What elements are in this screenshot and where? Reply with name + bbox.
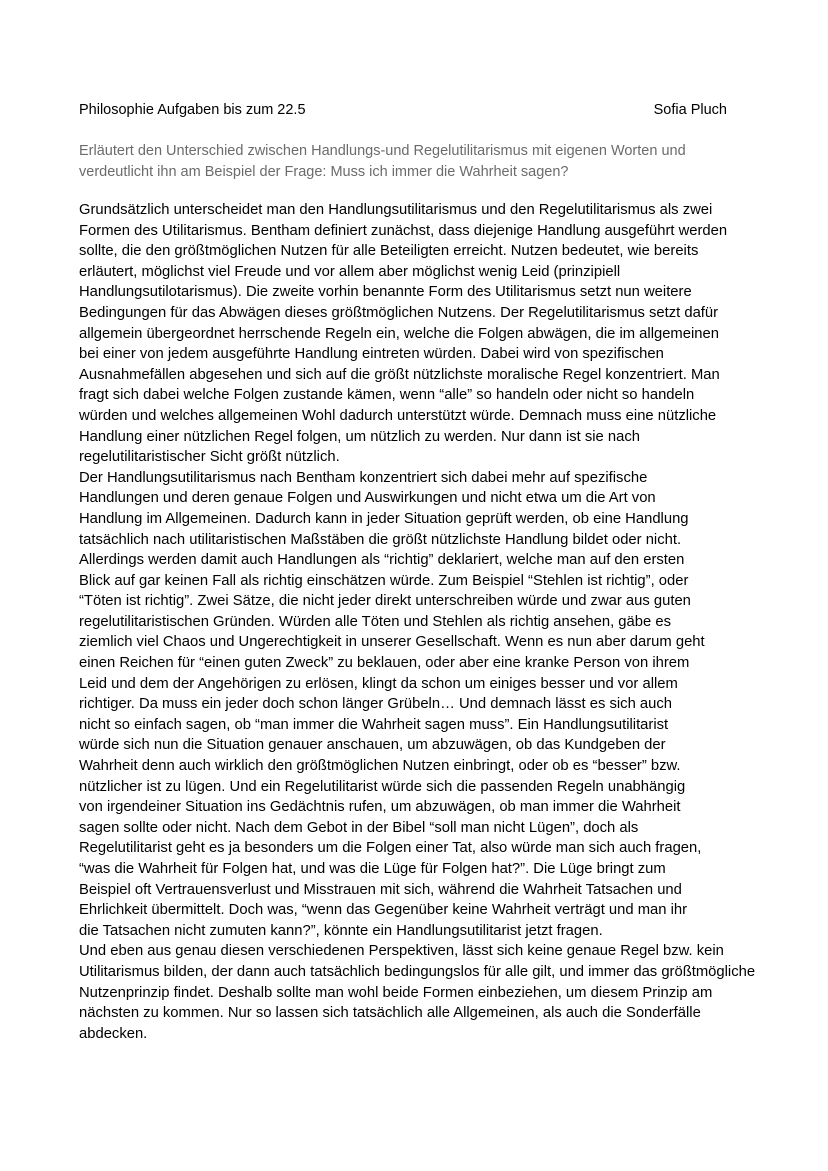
author-name: Sofia Pluch	[653, 102, 727, 118]
essay-paragraph	[79, 468, 779, 942]
essay-paragraph	[79, 941, 779, 1044]
essay-line: Handlung im Allgemeinen. Dadurch kann in jeder Situation geprüft werden, ob eine Handlung	[79, 510, 689, 527]
essay-line: allgemein übergeordnet herrschende Regeln ein, welche die Folgen abwägen, die im allgemeinen	[79, 325, 719, 342]
essay-line: von irgendeiner Situation ins Gedächtnis rufen, um abzuwägen, ob man immer die Wahrheit	[79, 799, 681, 816]
essay-line: Nutzenprinzip findet. Deshalb sollte man wohl beide Formen einbeziehen, um diesem Prinzip am	[79, 984, 713, 1001]
essay-line: würden und welches allgemeinen Wohl dadurch unterstützt würde. Demnach muss eine nützliche	[79, 407, 717, 424]
essay-line: “Töten ist richtig”. Zwei Sätze, die nicht jeder direkt unterschreiben würde und zwar aus guten	[79, 593, 691, 610]
essay-body	[79, 200, 779, 1044]
essay-line: regelutilitaristischen Gründen. Würden alle Töten und Stehlen als richtig ansehen, gäbe es	[79, 613, 671, 630]
essay-line: Grundsätzlich unterscheidet man den Handlungsutilitarismus und den Regelutilitarismus als zwei	[79, 202, 713, 218]
essay-line: bei einer von jedem ausgeführte Handlung eintreten würden. Dabei wird von spezifischen	[79, 346, 664, 363]
essay-line: Wahrheit denn auch wirklich den größtmöglichen Nutzen einbringt, oder ob es “besser” bzw.	[79, 758, 681, 775]
essay-paragraph	[79, 200, 779, 468]
essay-line: tatsächlich nach utilitaristischen Maßstäben die größt nützlichste Handlung bildet oder nicht.	[79, 531, 682, 548]
essay-line: Bedingungen für das Abwägen dieses größtmöglichen Nutzens. Der Regelutilitarismus setzt dafür	[79, 304, 719, 321]
essay-line: Der Handlungsutilitarismus nach Bentham konzentriert sich dabei mehr auf spezifische	[79, 469, 648, 486]
essay-line: sagen sollte oder nicht. Nach dem Gebot in der Bibel “soll man nicht Lügen”, doch als	[79, 819, 639, 836]
task-line: Erläutert den Unterschied zwischen Handlungs-und Regelutilitarismus mit eigenen Worten und	[79, 143, 686, 159]
essay-line: Ausnahmefällen abgesehen und sich auf die größt nützlichste moralische Regel konzentriert. Man	[79, 366, 720, 383]
task-line: verdeutlicht ihn am Beispiel der Frage: Muss ich immer die Wahrheit sagen?	[79, 163, 569, 180]
essay-line: einen Reichen für “einen guten Zweck” zu beklauen, oder aber eine kranke Person von ihrem	[79, 655, 690, 672]
essay-line: Formen des Utilitarismus. Bentham definiert zunächst, dass diejenige Handlung ausgeführt werden	[79, 222, 728, 239]
essay-line: Ehrlichkeit übermittelt. Doch was, “wenn das Gegenüber keine Wahrheit verträgt und man ihr	[79, 902, 688, 919]
essay-line: Handlungen und deren genaue Folgen und Auswirkungen und nicht etwa um die Art von	[79, 490, 656, 507]
essay-line: Handlungsutilotarismus). Die zweite vorhin benannte Form des Utilitarismus setzt nun weitere	[79, 284, 692, 301]
essay-line: Regelutilitarist geht es ja besonders um die Folgen einer Tat, also würde man sich auch fragen,	[79, 840, 702, 857]
essay-line: Beispiel oft Vertrauensverlust und Misstrauen mit sich, während die Wahrheit Tatsachen und	[79, 881, 682, 898]
essay-line: die Tatsachen nicht zumuten kann?”, könnte ein Handlungsutilitarist jetzt fragen.	[79, 922, 603, 939]
essay-line: Und eben aus genau diesen verschiedenen Perspektiven, lässt sich keine genaue Regel bzw. kein	[79, 943, 724, 960]
essay-line: erläutert, möglichst viel Freude und vor allem aber möglichst wenig Leid (prinzipiell	[79, 263, 621, 280]
task-prompt	[79, 141, 719, 182]
essay-line: Handlung einer nützlichen Regel folgen, um nützlich zu werden. Nur dann ist sie nach	[79, 428, 640, 445]
essay-line: “was die Wahrheit für Folgen hat, und was die Lüge für Folgen hat?”. Die Lüge bringt zum	[79, 861, 666, 877]
essay-line: nicht so einfach sagen, ob “man immer die Wahrheit sagen muss”. Ein Handlungsutilitarist	[79, 716, 669, 733]
essay-line: Utilitarismus bilden, der dann auch tatsächlich bedingungslos für alle gilt, und immer das größtmögliche	[79, 963, 756, 980]
essay-line: würde sich nun die Situation genauer anschauen, um abzuwägen, ob das Kundgeben der	[79, 737, 666, 754]
essay-line: regelutilitaristischer Sicht größt nützlich.	[79, 449, 340, 466]
essay-line: sollte, die den größtmöglichen Nutzen für alle Beteiligten erreicht. Nutzen bedeutet, wie bereits	[79, 243, 699, 260]
essay-line: fragt sich dabei welche Folgen zustande kämen, wenn “alle” so handeln oder nicht so handeln	[79, 387, 695, 404]
essay-line: abdecken.	[79, 1025, 148, 1042]
essay-line: richtiger. Da muss ein jeder doch schon länger Grübeln… Und demnach lässt es sich auch	[79, 696, 673, 713]
essay-line: Leid und dem der Angehörigen zu erlösen, klingt da schon um einiges besser und vor allem	[79, 675, 678, 692]
document-header	[79, 99, 727, 121]
essay-line: nützlicher ist zu lügen. Und ein Regelutilitarist würde sich die passenden Regeln unabhängig	[79, 778, 686, 795]
document-title: Philosophie Aufgaben bis zum 22.5	[79, 102, 306, 118]
essay-line: Allerdings werden damit auch Handlungen als “richtig” deklariert, welche man auf den ersten	[79, 552, 685, 569]
essay-line: nächsten zu kommen. Nur so lassen sich tatsächlich alle Allgemeinen, als auch die Sonderfälle	[79, 1005, 701, 1022]
essay-line: Blick auf gar keinen Fall als richtig einschätzen würde. Zum Beispiel “Stehlen ist richtig”, oder	[79, 572, 689, 589]
essay-line: ziemlich viel Chaos und Ungerechtigkeit in unserer Gesellschaft. Wenn es nun aber darum geht	[79, 634, 705, 651]
